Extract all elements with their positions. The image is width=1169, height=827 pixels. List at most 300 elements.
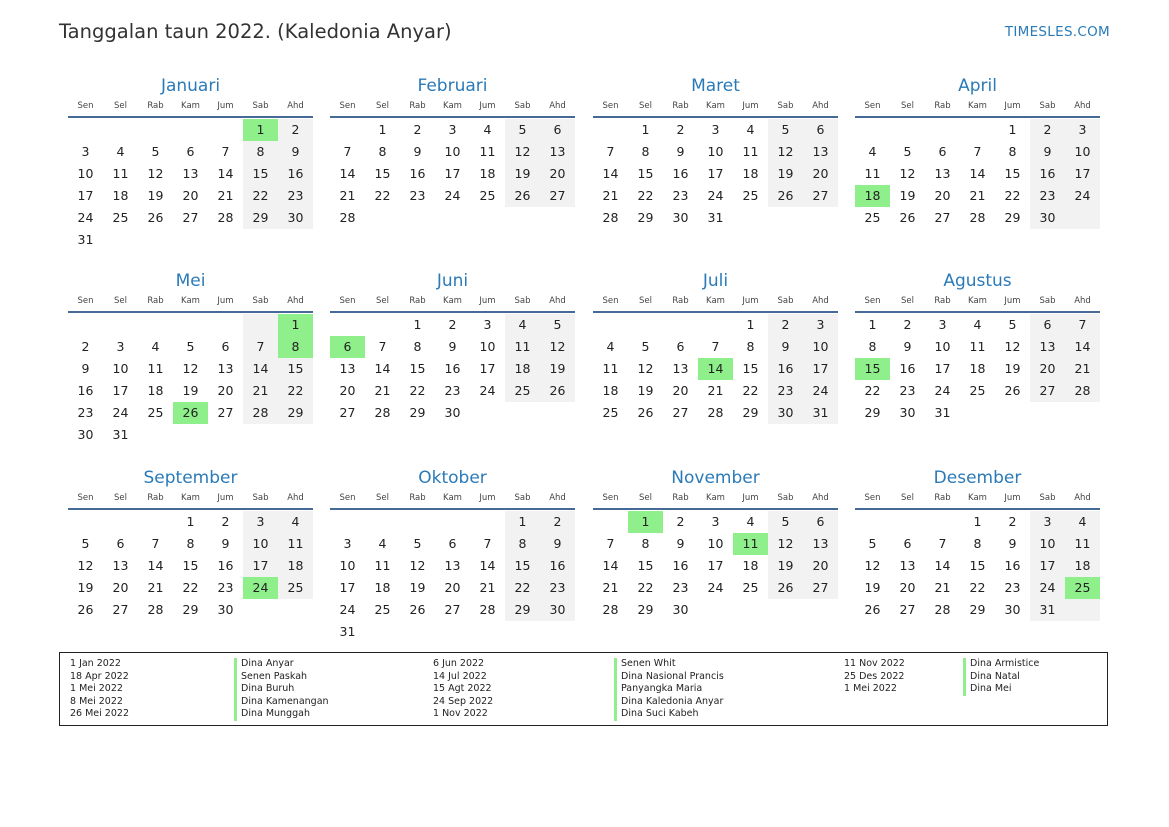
day-cell: 3 (483, 317, 492, 332)
weekday-label: Sel (639, 296, 652, 306)
day-cell: 2 (676, 122, 685, 137)
brand-link[interactable]: TIMESLES.COM (1004, 24, 1110, 40)
day-cell: 13 (217, 361, 234, 376)
day-cell: 8 (378, 144, 387, 159)
month-9 (68, 466, 313, 621)
day-cell: 8 (518, 536, 527, 551)
day-cell: 7 (606, 144, 615, 159)
weekday-label: Ahd (549, 101, 566, 111)
day-cell: 19 (864, 580, 881, 595)
day-cell: 6 (221, 339, 230, 354)
day-cell: 22 (287, 383, 304, 398)
month-name: Mei (175, 271, 206, 291)
day-cell: 11 (969, 339, 986, 354)
weekday-label: Rab (147, 101, 164, 111)
day-cell: 27 (444, 602, 461, 617)
day-cell: 31 (934, 405, 951, 420)
legend-date: 8 Mei 2022 (70, 695, 123, 707)
day-cell: 14 (602, 558, 619, 573)
day-cell: 28 (934, 602, 951, 617)
day-cell: 31 (707, 210, 724, 225)
day-cell: 24 (812, 383, 829, 398)
holiday-day-cell: 26 (173, 402, 208, 424)
weekday-label: Sel (639, 101, 652, 111)
day-cell: 22 (514, 580, 531, 595)
day-cell: 20 (444, 580, 461, 595)
day-cell: 9 (676, 144, 685, 159)
day-cell: 3 (256, 514, 265, 529)
day-cell: 18 (969, 361, 986, 376)
day-cell: 10 (934, 339, 951, 354)
day-cell: 17 (77, 188, 94, 203)
day-cell: 10 (479, 339, 496, 354)
weekday-header (68, 490, 313, 508)
day-cell: 28 (374, 405, 391, 420)
day-cell: 4 (1078, 514, 1087, 529)
day-cell: 19 (182, 383, 199, 398)
day-grid (330, 314, 575, 424)
day-cell: 30 (672, 210, 689, 225)
day-cell: 10 (812, 339, 829, 354)
day-cell: 30 (777, 405, 794, 420)
day-cell: 12 (409, 558, 426, 573)
day-cell: 14 (252, 361, 269, 376)
legend-date: 1 Mei 2022 (844, 683, 897, 694)
day-cell: 5 (1008, 317, 1017, 332)
day-cell: 14 (339, 166, 356, 181)
day-cell: 12 (1004, 339, 1021, 354)
day-cell: 19 (777, 558, 794, 573)
day-cell: 21 (479, 580, 496, 595)
day-cell: 29 (409, 405, 426, 420)
day-cell: 24 (1074, 188, 1091, 203)
day-cell: 22 (637, 188, 654, 203)
day-cell: 6 (938, 144, 947, 159)
day-grid (593, 119, 838, 229)
holiday-day-cell: 1 (278, 314, 313, 336)
weekday-label: Sel (376, 296, 389, 306)
month-name: Agustus (943, 271, 1012, 291)
weekday-label: Kam (181, 296, 200, 306)
day-grid (68, 119, 313, 251)
weekday-label: Rab (934, 493, 951, 503)
weekday-label: Sen (864, 493, 881, 503)
day-cell: 3 (938, 317, 947, 332)
day-cell: 30 (549, 602, 566, 617)
day-cell: 31 (77, 232, 94, 247)
day-cell: 10 (707, 144, 724, 159)
month-divider (855, 116, 1100, 118)
day-cell: 12 (777, 144, 794, 159)
day-cell: 11 (287, 536, 304, 551)
day-cell: 16 (1004, 558, 1021, 573)
day-cell: 8 (1008, 144, 1017, 159)
day-cell: 26 (409, 602, 426, 617)
month-4 (855, 74, 1100, 229)
day-cell: 29 (514, 602, 531, 617)
day-cell: 26 (637, 405, 654, 420)
day-cell: 29 (637, 602, 654, 617)
legend-holiday-name: Dina Kaledonia Anyar (614, 696, 724, 709)
day-cell: 25 (602, 405, 619, 420)
day-cell: 21 (602, 580, 619, 595)
day-cell: 25 (864, 210, 881, 225)
day-cell: 18 (742, 166, 759, 181)
weekday-label: Sen (77, 296, 94, 306)
day-cell: 14 (1074, 339, 1091, 354)
day-cell: 7 (711, 339, 720, 354)
day-cell: 12 (549, 339, 566, 354)
weekday-label: Sel (639, 493, 652, 503)
day-cell: 18 (742, 558, 759, 573)
day-cell: 30 (287, 210, 304, 225)
day-cell: 1 (868, 317, 877, 332)
day-cell: 14 (479, 558, 496, 573)
month-name: Januari (160, 76, 221, 96)
day-cell: 2 (81, 339, 90, 354)
weekday-label: Kam (443, 493, 462, 503)
day-cell: 5 (81, 536, 90, 551)
weekday-label: Jum (1004, 296, 1021, 306)
day-grid (330, 119, 575, 229)
legend-holiday-name: Dina Kamenangan (234, 696, 329, 709)
day-cell: 12 (147, 166, 164, 181)
day-cell: 30 (217, 602, 234, 617)
day-cell: 15 (514, 558, 531, 573)
day-cell: 19 (514, 166, 531, 181)
day-cell: 23 (549, 580, 566, 595)
month-divider (593, 311, 838, 313)
weekday-label: Sen (339, 493, 356, 503)
day-cell: 21 (217, 188, 234, 203)
page-title: Tanggalan taun 2022. (Kaledonia Anyar) (59, 20, 452, 43)
day-cell: 15 (252, 166, 269, 181)
day-cell: 31 (812, 405, 829, 420)
day-cell: 4 (378, 536, 387, 551)
day-cell: 22 (374, 188, 391, 203)
day-cell: 16 (409, 166, 426, 181)
day-cell: 25 (147, 405, 164, 420)
holiday-day-cell: 24 (243, 577, 278, 599)
day-cell: 17 (252, 558, 269, 573)
weekday-label: Rab (934, 101, 951, 111)
day-cell: 12 (182, 361, 199, 376)
month-1 (68, 74, 313, 251)
day-cell: 19 (899, 188, 916, 203)
day-cell: 11 (112, 166, 129, 181)
day-cell: 8 (641, 536, 650, 551)
weekday-header (68, 98, 313, 116)
weekday-label: Kam (968, 493, 987, 503)
day-cell: 14 (217, 166, 234, 181)
weekday-header (68, 293, 313, 311)
day-grid (68, 511, 313, 621)
day-cell: 9 (1008, 536, 1017, 551)
day-cell: 7 (378, 339, 387, 354)
day-cell: 10 (77, 166, 94, 181)
legend-dates-col-2 (433, 658, 493, 721)
day-cell: 21 (252, 383, 269, 398)
weekday-label: Sen (77, 493, 94, 503)
day-cell: 21 (969, 188, 986, 203)
day-cell: 7 (221, 144, 230, 159)
day-cell: 28 (602, 210, 619, 225)
day-cell: 20 (812, 166, 829, 181)
weekday-label: Jum (479, 101, 496, 111)
legend-date: 1 Jan 2022 (70, 658, 121, 669)
month-name: September (143, 468, 238, 488)
day-cell: 1 (186, 514, 195, 529)
weekday-header (593, 490, 838, 508)
day-cell: 6 (676, 339, 685, 354)
weekday-label: Sel (376, 493, 389, 503)
month-divider (593, 116, 838, 118)
day-cell: 5 (641, 339, 650, 354)
day-cell: 8 (746, 339, 755, 354)
day-cell: 7 (1078, 317, 1087, 332)
month-7 (593, 269, 838, 424)
weekday-header (330, 98, 575, 116)
day-cell: 14 (602, 166, 619, 181)
legend-date: 11 Nov 2022 (844, 658, 905, 669)
day-cell: 27 (1039, 383, 1056, 398)
day-cell: 5 (903, 144, 912, 159)
legend-holiday-name: Dina Munggah (234, 708, 329, 721)
day-cell: 7 (938, 536, 947, 551)
day-cell: 21 (602, 188, 619, 203)
day-cell: 25 (514, 383, 531, 398)
weekday-label: Sel (114, 296, 127, 306)
month-name: April (958, 76, 997, 96)
weekday-label: Sel (114, 493, 127, 503)
weekday-label: Ahd (287, 493, 304, 503)
day-cell: 29 (864, 405, 881, 420)
holiday-day-cell: 14 (698, 358, 733, 380)
month-divider (330, 508, 575, 510)
legend-holiday-name: Dina Mei (963, 683, 1039, 696)
day-cell: 16 (899, 361, 916, 376)
month-12 (855, 466, 1100, 621)
weekday-label: Ahd (549, 493, 566, 503)
day-cell: 27 (217, 405, 234, 420)
day-cell: 19 (147, 188, 164, 203)
day-cell: 25 (374, 602, 391, 617)
day-cell: 11 (602, 361, 619, 376)
weekday-label: Sab (252, 493, 269, 503)
day-cell: 26 (899, 210, 916, 225)
day-cell: 19 (549, 361, 566, 376)
day-cell: 9 (291, 144, 300, 159)
day-cell: 6 (116, 536, 125, 551)
day-cell: 22 (252, 188, 269, 203)
day-cell: 13 (444, 558, 461, 573)
day-cell: 7 (343, 144, 352, 159)
day-cell: 3 (711, 122, 720, 137)
weekday-label: Ahd (812, 101, 829, 111)
day-cell: 10 (1039, 536, 1056, 551)
weekday-label: Sab (777, 493, 794, 503)
weekday-label: Sen (77, 101, 94, 111)
month-divider (593, 508, 838, 510)
day-cell: 16 (444, 361, 461, 376)
day-cell: 23 (672, 580, 689, 595)
legend-holiday-name: Senen Whit (614, 658, 724, 671)
day-cell: 16 (287, 166, 304, 181)
day-cell: 18 (514, 361, 531, 376)
day-cell: 6 (816, 122, 825, 137)
weekday-label: Rab (672, 101, 689, 111)
weekday-label: Rab (409, 296, 426, 306)
weekday-label: Sab (252, 296, 269, 306)
weekday-label: Kam (706, 493, 725, 503)
day-cell: 29 (969, 602, 986, 617)
day-cell: 17 (112, 383, 129, 398)
month-divider (68, 116, 313, 118)
weekday-label: Ahd (549, 296, 566, 306)
day-cell: 27 (934, 210, 951, 225)
day-cell: 23 (672, 188, 689, 203)
day-cell: 4 (291, 514, 300, 529)
weekday-label: Sen (864, 296, 881, 306)
day-cell: 24 (1039, 580, 1056, 595)
month-divider (68, 311, 313, 313)
weekday-label: Ahd (287, 296, 304, 306)
day-cell: 25 (742, 580, 759, 595)
day-cell: 8 (868, 339, 877, 354)
day-cell: 23 (287, 188, 304, 203)
day-cell: 17 (1074, 166, 1091, 181)
holiday-day-cell: 15 (855, 358, 890, 380)
month-name: Desember (933, 468, 1022, 488)
day-cell: 28 (969, 210, 986, 225)
day-cell: 19 (637, 383, 654, 398)
day-cell: 7 (256, 339, 265, 354)
month-3 (593, 74, 838, 229)
weekday-label: Sab (777, 296, 794, 306)
day-cell: 10 (1074, 144, 1091, 159)
day-cell: 4 (151, 339, 160, 354)
weekday-label: Kam (968, 296, 987, 306)
holiday-day-cell: 18 (855, 185, 890, 207)
day-cell: 29 (742, 405, 759, 420)
day-cell: 19 (409, 580, 426, 595)
weekday-label: Sel (114, 101, 127, 111)
day-cell: 4 (746, 122, 755, 137)
day-cell: 30 (444, 405, 461, 420)
day-cell: 10 (707, 536, 724, 551)
weekday-label: Sen (602, 101, 619, 111)
day-cell: 26 (777, 580, 794, 595)
weekday-label: Ahd (1074, 296, 1091, 306)
day-cell: 22 (182, 580, 199, 595)
month-divider (855, 508, 1100, 510)
weekday-label: Sen (339, 296, 356, 306)
day-cell: 20 (549, 166, 566, 181)
month-name: Februari (417, 76, 488, 96)
day-cell: 28 (147, 602, 164, 617)
day-cell: 18 (287, 558, 304, 573)
day-cell: 25 (742, 188, 759, 203)
weekday-label: Sab (514, 296, 531, 306)
day-cell: 3 (448, 122, 457, 137)
day-cell: 28 (339, 210, 356, 225)
weekday-label: Sel (376, 101, 389, 111)
day-cell: 3 (81, 144, 90, 159)
day-cell: 13 (672, 361, 689, 376)
month-name: Maret (691, 76, 740, 96)
day-cell: 2 (553, 514, 562, 529)
weekday-label: Kam (706, 101, 725, 111)
day-cell: 23 (77, 405, 94, 420)
weekday-label: Jum (479, 296, 496, 306)
day-cell: 15 (637, 558, 654, 573)
day-cell: 16 (777, 361, 794, 376)
day-cell: 11 (742, 144, 759, 159)
day-cell: 29 (182, 602, 199, 617)
day-cell: 15 (182, 558, 199, 573)
day-cell: 1 (746, 317, 755, 332)
weekday-label: Sab (514, 493, 531, 503)
day-cell: 30 (77, 427, 94, 442)
day-cell: 30 (672, 602, 689, 617)
day-cell: 27 (812, 580, 829, 595)
day-cell: 10 (112, 361, 129, 376)
day-cell: 12 (637, 361, 654, 376)
day-cell: 24 (934, 383, 951, 398)
day-cell: 3 (816, 317, 825, 332)
legend-date: 1 Nov 2022 (433, 708, 488, 719)
day-cell: 7 (151, 536, 160, 551)
weekday-label: Kam (181, 101, 200, 111)
weekday-header (855, 98, 1100, 116)
weekday-label: Jum (479, 493, 496, 503)
legend-date: 25 Des 2022 (844, 670, 905, 682)
day-cell: 20 (934, 188, 951, 203)
day-cell: 24 (444, 188, 461, 203)
month-name: Oktober (418, 468, 487, 488)
legend-holiday-name: Dina Nasional Prancis (614, 671, 724, 684)
day-cell: 26 (549, 383, 566, 398)
weekday-label: Jum (217, 493, 234, 503)
day-cell: 4 (483, 122, 492, 137)
day-cell: 20 (182, 188, 199, 203)
day-cell: 2 (676, 514, 685, 529)
weekday-label: Jum (1004, 101, 1021, 111)
day-grid (855, 511, 1100, 621)
legend-date: 14 Jul 2022 (433, 670, 487, 682)
day-cell: 18 (112, 188, 129, 203)
day-cell: 9 (781, 339, 790, 354)
day-cell: 31 (112, 427, 129, 442)
weekday-label: Kam (968, 101, 987, 111)
month-name: Juni (436, 271, 469, 291)
day-cell: 27 (339, 405, 356, 420)
legend-date: 18 Apr 2022 (70, 670, 129, 682)
day-cell: 24 (707, 580, 724, 595)
day-cell: 6 (448, 536, 457, 551)
day-cell: 7 (483, 536, 492, 551)
day-cell: 27 (549, 188, 566, 203)
day-cell: 25 (287, 580, 304, 595)
day-cell: 27 (182, 210, 199, 225)
day-cell: 14 (969, 166, 986, 181)
day-cell: 20 (1039, 361, 1056, 376)
day-cell: 9 (553, 536, 562, 551)
day-cell: 7 (973, 144, 982, 159)
day-cell: 2 (448, 317, 457, 332)
day-cell: 5 (186, 339, 195, 354)
weekday-label: Jum (742, 101, 759, 111)
